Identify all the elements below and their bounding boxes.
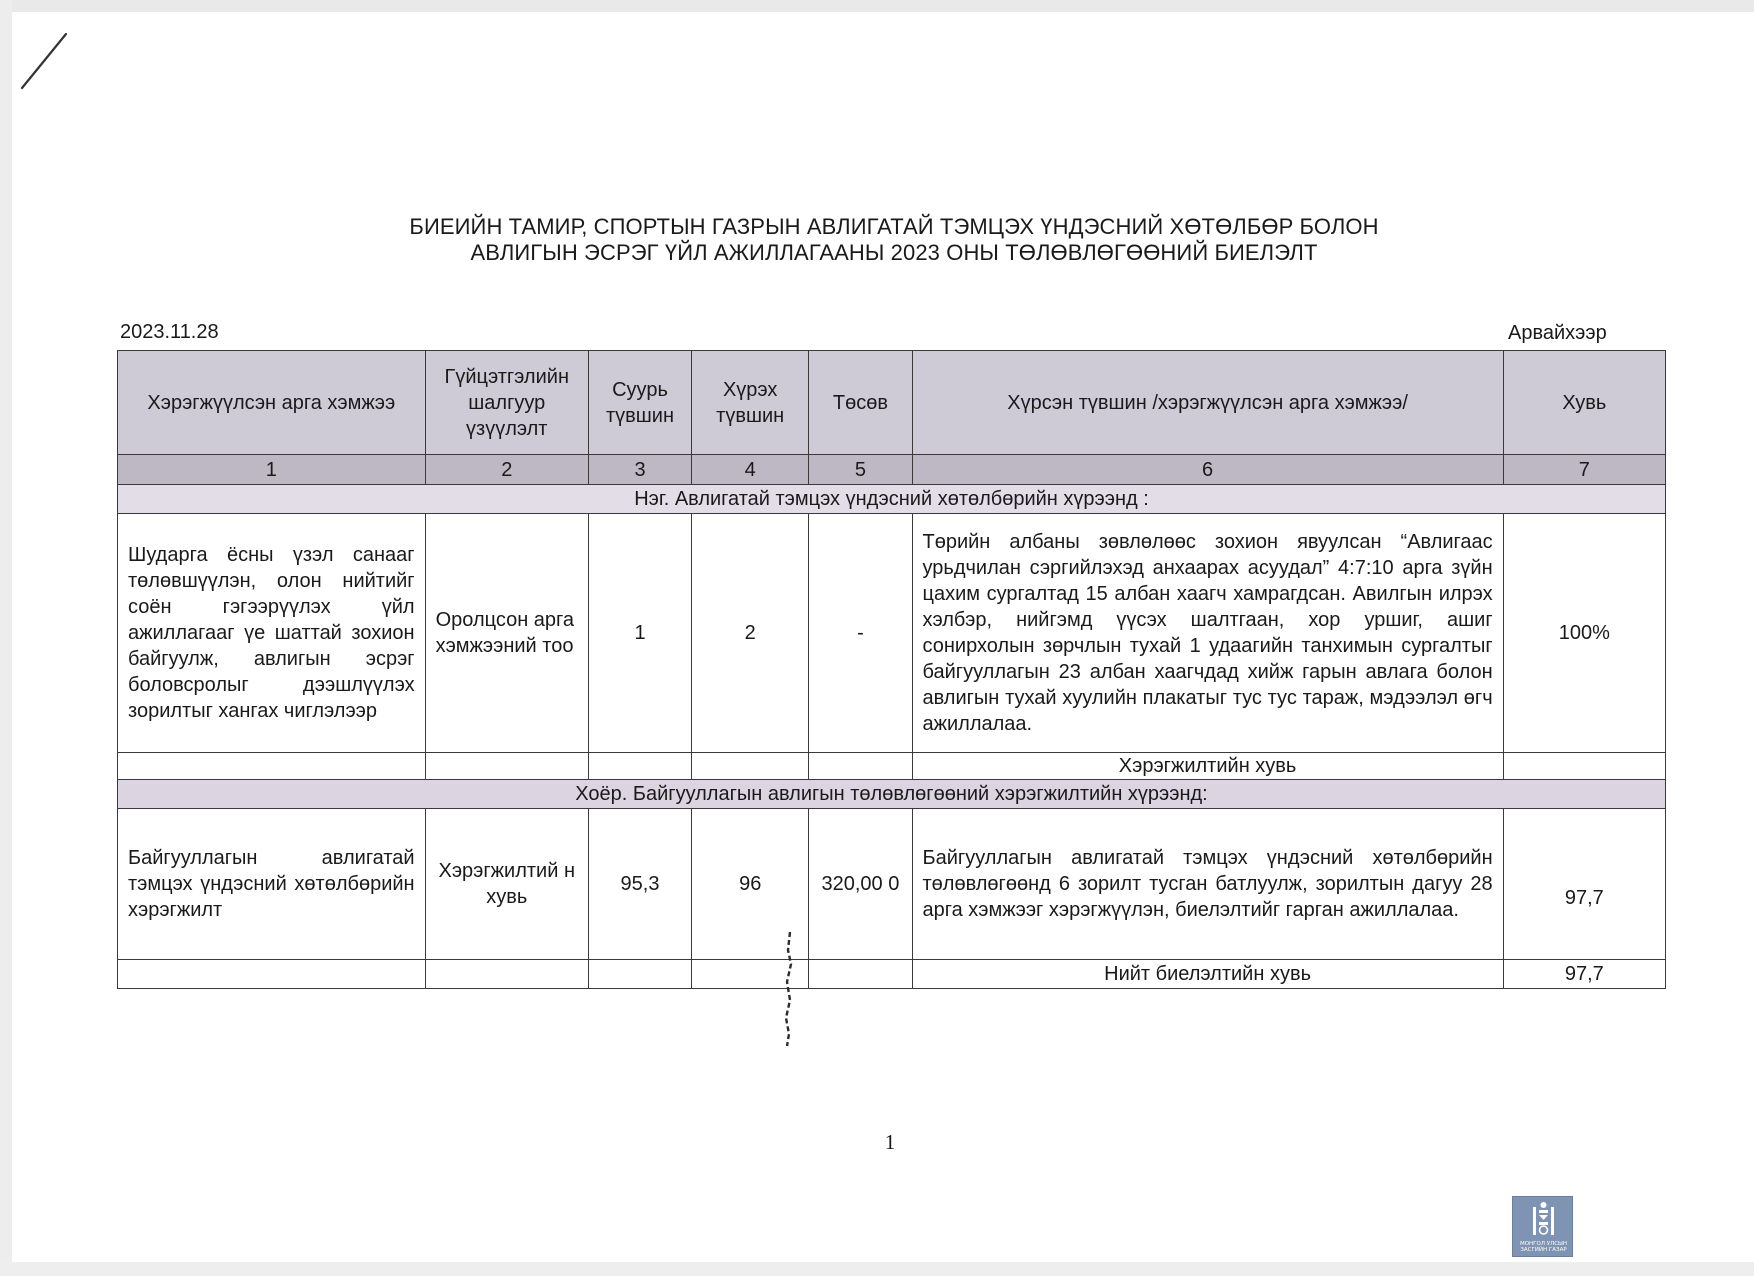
scan-edge-bottom — [0, 1262, 1754, 1276]
criterion-cell: Хэрэгжилтий н хувь — [425, 809, 588, 960]
header-achieved: Хүрсэн түвшин /хэрэгжүүлсэн арга хэмжээ/ — [912, 351, 1503, 455]
report-table — [117, 350, 1666, 989]
staple-mark — [778, 930, 798, 1050]
logo-text: МОНГОЛ УЛСЫН ЗАСГИЙН ГАЗАР — [1519, 1241, 1568, 1253]
criterion-cell: Оролцсон арга хэмжээний тоо — [425, 514, 588, 753]
header-percent: Хувь — [1503, 351, 1665, 455]
table-row — [118, 809, 1666, 960]
empty-cell — [118, 753, 426, 780]
section-title: Хоёр. Байгууллагын авлигын төлөвлөгөөний хэрэгжилтийн хүрээнд: — [118, 780, 1666, 809]
baseline-cell: 95,3 — [588, 809, 691, 960]
total-row — [118, 960, 1666, 989]
table-row — [118, 514, 1666, 753]
section-row — [118, 780, 1666, 809]
baseline-cell: 1 — [588, 514, 691, 753]
achieved-cell: Байгууллагын авлигатай тэмцэх үндэсний хөтөлбөрийн төлөвлөгөөнд 6 зорилт тусган батлуулж, зорилтын дагуу 28 арга хэмжээг хэрэгжүүлэн, биелэлтийг гарган ажиллалаа. — [912, 809, 1503, 960]
document-place: Арвайхээр — [1508, 322, 1607, 344]
header-baseline: Суурь түвшин — [588, 351, 691, 455]
pen-stroke-mark — [16, 30, 76, 94]
empty-cell — [425, 960, 588, 989]
empty-cell — [1503, 753, 1665, 780]
header-row — [118, 351, 1666, 455]
summary-label: Хэрэгжилтийн хувь — [912, 753, 1503, 780]
column-number: 4 — [692, 455, 809, 485]
empty-cell — [118, 960, 426, 989]
scan-edge-left — [0, 0, 12, 1276]
empty-cell — [425, 753, 588, 780]
achieved-cell: Төрийн албаны зөвлөлөөс зохион явуулсан “Авлигаас урьдчилан сэргийлэхэд анхаарах асуудал” 4:7:10 арга зүйн цахим сургалтад 15 албан хаагч хамрагдсан. Авилгын илрэх хэлбэр, нийгэмд үүсэх шалтгаан, хор уршиг, ашиг сонирхолын зөрчлын тухай 1 удаагийн танхимын сургалтыг байгууллагын 23 албан хаагчдад хийж гарын авлага болон авлигын тухай хуулийн плакатыг тус тус тараж, мэдээлэл өгч ажиллалаа. — [912, 514, 1503, 753]
page-number: 1 — [884, 1130, 896, 1154]
empty-cell — [588, 753, 691, 780]
section-title: Нэг. Авлигатай тэмцэх үндэсний хөтөлбөрийн хүрээнд : — [118, 485, 1666, 514]
column-number: 1 — [118, 455, 426, 485]
activity-cell: Байгууллагын авлигатай тэмцэх үндэсний хөтөлбөрийн хэрэгжилт — [118, 809, 426, 960]
activity-cell: Шударга ёсны үзэл санааг төлөвшүүлэн, олон нийтийг соён гэгээрүүлэх үйл ажиллагааг үе шаттай зохион байгуулж, авлигын эсрэг боловсролыг дээшлүүлэх зорилтыг хангах чиглэлээр — [118, 514, 426, 753]
percent-cell: 97,7 — [1503, 809, 1665, 960]
header-criterion: Гүйцэтгэлийн шалгуур үзүүлэлт — [425, 351, 588, 455]
summary-row — [118, 753, 1666, 780]
total-label: Нийт биелэлтийн хувь — [912, 960, 1503, 989]
empty-cell — [692, 753, 809, 780]
header-target: Хүрэх түвшин — [692, 351, 809, 455]
budget-cell: - — [809, 514, 912, 753]
column-number: 7 — [1503, 455, 1665, 485]
title-line-1: БИЕИЙН ТАМИР, СПОРТЫН ГАЗРЫН АВЛИГАТАЙ ТЭМЦЭХ ҮНДЭСНИЙ ХӨТӨЛБӨР БОЛОН — [409, 214, 1379, 239]
header-activity: Хэрэгжүүлсэн арга хэмжээ — [118, 351, 426, 455]
percent-cell: 100% — [1503, 514, 1665, 753]
document-title — [250, 214, 1538, 266]
section-row — [118, 485, 1666, 514]
target-cell: 2 — [692, 514, 809, 753]
scan-edge-top — [0, 0, 1754, 12]
header-budget: Төсөв — [809, 351, 912, 455]
empty-cell — [809, 753, 912, 780]
total-value: 97,7 — [1503, 960, 1665, 989]
title-line-2: АВЛИГЫН ЭСРЭГ ҮЙЛ АЖИЛЛАГААНЫ 2023 ОНЫ ТӨЛӨВЛӨГӨӨНИЙ БИЕЛЭЛТ — [470, 240, 1318, 265]
empty-cell — [588, 960, 691, 989]
budget-cell: 320,00 0 — [809, 809, 912, 960]
soyombo-emblem-icon — [1513, 1197, 1574, 1241]
document-date: 2023.11.28 — [120, 321, 219, 343]
column-number: 6 — [912, 455, 1503, 485]
column-number: 3 — [588, 455, 691, 485]
column-number: 2 — [425, 455, 588, 485]
column-number-row — [118, 455, 1666, 485]
target-cell: 96 — [692, 809, 809, 960]
government-logo — [1512, 1196, 1573, 1257]
column-number: 5 — [809, 455, 912, 485]
empty-cell — [809, 960, 912, 989]
